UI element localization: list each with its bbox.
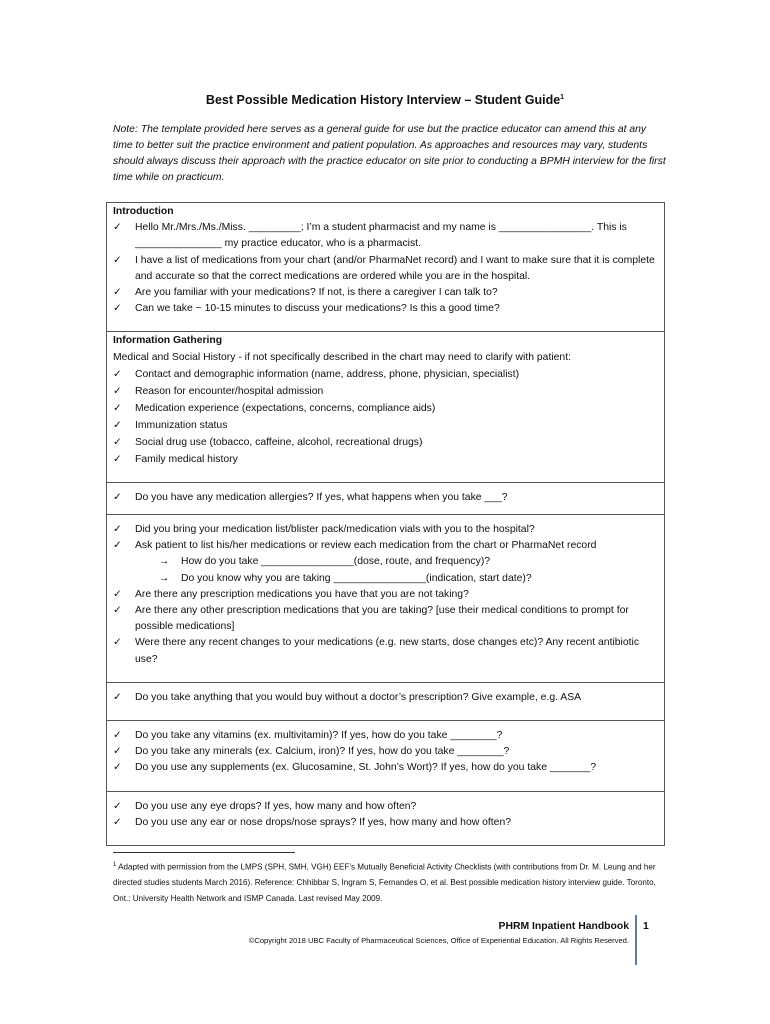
footnote-ref: 1 xyxy=(113,862,117,868)
checklist-item xyxy=(113,400,658,417)
checklist-item-text: Reason for encounter/hospital admission xyxy=(135,385,324,397)
footnote-divider xyxy=(113,852,295,853)
checklist-item xyxy=(113,220,658,252)
checklist-item: ✓ Did you bring your medication list/blister pack/medication vials with you to the hospital? xyxy=(113,522,658,538)
checklist-item-text: Do you have any medication allergies? If yes, what happens when you take ___? xyxy=(135,491,508,503)
checklist-item-text: Are you familiar with your medications? If not, is there a caregiver I can talk to? xyxy=(135,287,498,299)
checklist-item xyxy=(113,490,658,506)
checkmark-icon: ✓ xyxy=(113,746,122,758)
checklist-item-text: Social drug use (tobacco, caffeine, alcohol, recreational drugs) xyxy=(135,436,423,448)
checklist-item-text: Do you use any supplements (ex. Glucosamine, St. John’s Wort)? If yes, how do you take _______? xyxy=(135,762,597,774)
footer-divider xyxy=(635,915,637,965)
arrow-right-icon: → xyxy=(159,572,170,584)
checklist-item-text: Hello Mr./Mrs./Ms./Miss. _________; I’m a student pharmacist and my name is ________________. This is _______________ my practice educator, who is a pharmacist. xyxy=(135,222,627,250)
checklist-item xyxy=(113,799,658,815)
checklist-item xyxy=(113,383,658,400)
checklist-item-text: Medication experience (expectations, concerns, compliance aids) xyxy=(135,402,436,414)
section-title: Introduction xyxy=(113,206,174,217)
checklist-item: ✓ Ask patient to list his/her medications or review each medication from the chart or PharmaNet record xyxy=(113,538,658,554)
checklist-item xyxy=(113,815,658,831)
checkmark-icon: ✓ xyxy=(113,222,122,234)
checkmark-icon: ✓ xyxy=(113,730,122,742)
arrow-right-icon: → xyxy=(159,556,170,568)
checklist-item-text: Contact and demographic information (name, address, phone, physician, specialist) xyxy=(135,368,520,380)
section-information-gathering xyxy=(107,332,665,482)
checkmark-icon: ✓ xyxy=(113,605,122,617)
checklist xyxy=(113,490,658,506)
checklist xyxy=(113,220,658,317)
checklist-item xyxy=(113,285,658,301)
checklist-item xyxy=(113,760,658,776)
footnote xyxy=(113,858,659,906)
section-otc xyxy=(107,682,665,720)
page-title: Best Possible Medication History Interview – Student Guide$^1$ xyxy=(205,93,565,107)
checklist xyxy=(113,690,658,706)
checklist-item: ✓ Were there any recent changes to your medications (e.g. new starts, dose changes etc)? Any recent antibiotic use? xyxy=(113,637,640,665)
checkmark-icon: ✓ xyxy=(113,419,122,431)
checklist-item: ✓ Are there any prescription medications you have that you are not taking? xyxy=(113,587,658,603)
footnote-text: Adapted with permission from the LMPS (SPH, SMH, VGH) EEF’s Mutually Beneficial Activity Checklists (with contributions from Dr. M. Leung and her directed studies students March 2016). Reference: Chhibbar S, Ingram S, Fernandes O, et al. Best possible medication history interview guide. Toronto, Ont.: University Health Network and ISMP Canada. Last revised May 2009. xyxy=(113,862,656,903)
checkmark-icon: ✓ xyxy=(113,453,122,465)
checkmark-icon: ✓ xyxy=(113,402,122,414)
interview-guide-table xyxy=(106,202,665,846)
checklist-subitem: → Do you know why you are taking ________________(indication, start date)? xyxy=(113,571,658,587)
checklist-item-text: Can we take ~ 10-15 minutes to discuss your medications? Is this a good time? xyxy=(135,303,500,315)
section-title: Information Gathering xyxy=(113,335,223,347)
footer-title: PHRM Inpatient Handbook xyxy=(498,921,629,932)
checklist-item-text: Do you take any minerals (ex. Calcium, iron)? If yes, how do you take ________? xyxy=(135,746,510,758)
page-number: 1 xyxy=(643,921,649,932)
checklist-subitem: → How do you take ________________(dose, route, and frequency)? xyxy=(113,554,658,570)
checklist-item-text: Do you use any eye drops? If yes, how many and how often? xyxy=(135,800,417,812)
checkmark-icon: ✓ xyxy=(113,254,122,266)
checkmark-icon: ✓ xyxy=(113,436,122,448)
section-allergies xyxy=(107,482,665,514)
checklist-item: ✓ Are there any other prescription medications that you are taking? [use their medical conditions to prompt for possible medications] xyxy=(113,605,629,633)
checkmark-icon: ✓ xyxy=(113,800,122,812)
checklist-item xyxy=(113,690,658,706)
checklist-item xyxy=(113,744,658,760)
checklist xyxy=(113,728,658,777)
checkmark-icon: ✓ xyxy=(113,385,122,397)
checklist-item xyxy=(113,451,658,468)
checklist-item-text: Do you use any ear or nose drops/nose sprays? If yes, how many and how often? xyxy=(135,816,512,828)
checklist-item xyxy=(113,434,658,451)
checkmark-icon: ✓ xyxy=(113,637,122,649)
checklist-item xyxy=(113,366,658,383)
checkmark-icon: ✓ xyxy=(113,368,122,380)
section-subtitle: Medical and Social History - if not specifically described in the chart may need to clarify with patient: xyxy=(113,351,571,363)
checklist xyxy=(113,799,658,831)
checkmark-icon: ✓ xyxy=(113,491,122,503)
checkmark-icon: ✓ xyxy=(113,303,122,315)
checklist-item xyxy=(113,253,658,285)
checklist-item-text: Do you take any vitamins (ex. multivitamin)? If yes, how do you take ________? xyxy=(135,730,503,742)
checkmark-icon: ✓ xyxy=(113,691,122,703)
checklist-item xyxy=(113,417,658,434)
checklist-item xyxy=(113,301,658,317)
checklist xyxy=(113,366,658,468)
checkmark-icon: ✓ xyxy=(113,588,122,600)
section-medications xyxy=(107,515,665,683)
section-supplements xyxy=(107,721,665,792)
checkmark-icon: ✓ xyxy=(113,762,122,774)
checklist-item-text: Immunization status xyxy=(135,419,228,431)
checkmark-icon: ✓ xyxy=(113,540,122,552)
title-footnote-ref: 1 xyxy=(560,93,565,101)
footer-copyright: ©Copyright 2018 UBC Faculty of Pharmaceutical Sciences, Office of Experiential Education. All Rights Reserved. xyxy=(248,936,629,945)
checklist-item-text: Family medical history xyxy=(135,453,238,465)
checklist-item-text: I have a list of medications from your chart (and/or PharmaNet record) and I want to make sure that it is complete and accurate so that the correct medications are ordered while you are in the hospital. xyxy=(135,254,655,282)
section-introduction xyxy=(107,203,665,332)
checkmark-icon: ✓ xyxy=(113,524,122,536)
checkmark-icon: ✓ xyxy=(113,287,122,299)
section-drops xyxy=(107,791,665,845)
checklist xyxy=(113,522,658,668)
instructions-note: Note: The template provided here serves as a general guide for use but the practice educator can amend this at any time to better suit the practice environment and patient population. As approaches and resources may vary, students should always discuss their approach with the practice educator on site prior to conducting a BPMH interview for the first time while on practicum. xyxy=(113,124,666,183)
checkmark-icon: ✓ xyxy=(113,816,122,828)
checklist-item xyxy=(113,728,658,744)
checklist-item-text: Do you take anything that you would buy without a doctor’s prescription? Give example, e.g. ASA xyxy=(135,691,582,703)
